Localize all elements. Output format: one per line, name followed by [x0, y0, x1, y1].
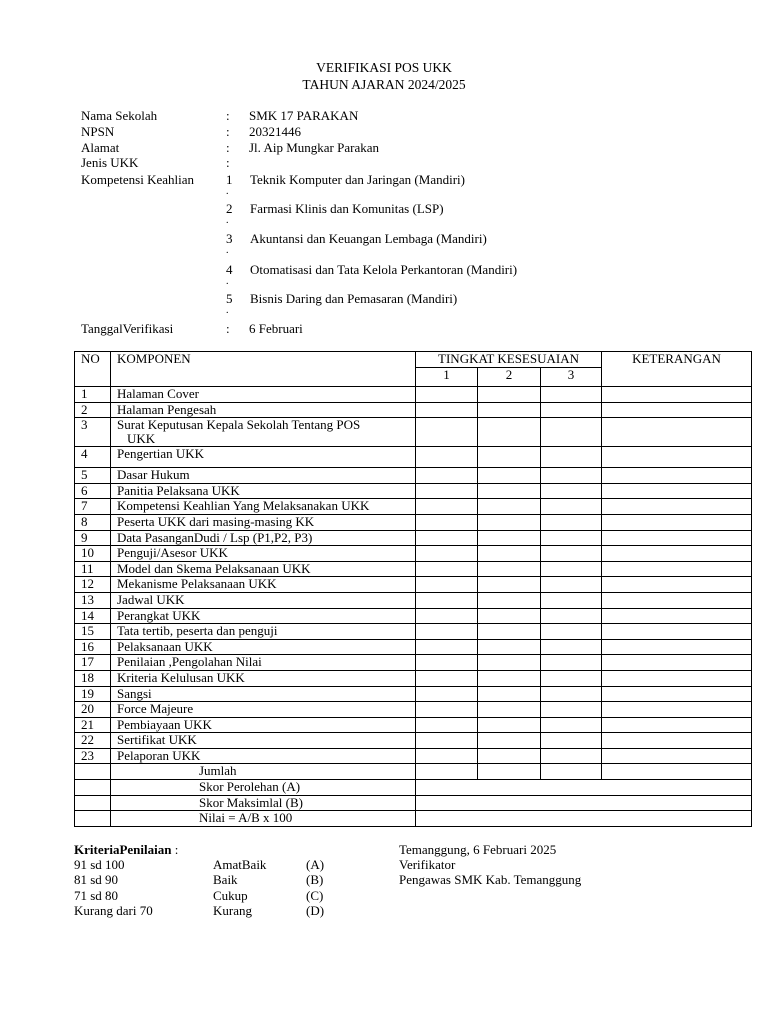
row-komponen: Sangsi	[111, 686, 416, 702]
row-komponen: Sertifikat UKK	[111, 733, 416, 749]
kriteria-grade: (C)	[306, 888, 324, 903]
keterangan-cell	[602, 608, 752, 624]
kompetensi-dot: .	[226, 186, 229, 197]
level-2-cell	[478, 592, 541, 608]
level-1-cell	[416, 686, 478, 702]
level-3-cell	[541, 686, 602, 702]
value-npsn: 20321446	[249, 124, 301, 139]
level-1-cell	[416, 499, 478, 515]
row-number: 18	[75, 670, 111, 686]
keterangan-cell	[602, 546, 752, 562]
label-alamat: Alamat	[81, 140, 120, 155]
table-row	[75, 514, 752, 530]
level-3-cell	[541, 561, 602, 577]
kompetensi-name: Teknik Komputer dan Jaringan (Mandiri)	[250, 172, 465, 187]
keterangan-cell	[602, 624, 752, 640]
level-1-cell	[416, 733, 478, 749]
table-row	[75, 624, 752, 640]
summary-row	[75, 764, 752, 780]
level-2-cell	[478, 655, 541, 671]
kompetensi-item	[226, 291, 626, 321]
verification-table	[74, 351, 752, 827]
row-komponen: Pengertian UKK	[111, 447, 416, 468]
level-2-cell	[478, 402, 541, 418]
level-1-cell	[416, 639, 478, 655]
row-number: 4	[75, 447, 111, 468]
info-alamat	[81, 140, 581, 156]
summary-row	[75, 780, 752, 796]
keterangan-cell	[602, 418, 752, 447]
keterangan-cell	[602, 561, 752, 577]
kompetensi-number: 4	[226, 262, 233, 277]
label-kompetensi: Kompetensi Keahlian	[81, 172, 194, 187]
row-komponen: Data PasanganDudi / Lsp (P1,P2, P3)	[111, 530, 416, 546]
row-komponen: Pembiayaan UKK	[111, 717, 416, 733]
table-row	[75, 561, 752, 577]
table-row	[75, 402, 752, 418]
row-komponen: Halaman Cover	[111, 387, 416, 403]
colon: :	[226, 108, 230, 123]
keterangan-cell	[602, 733, 752, 749]
level-3-cell	[541, 608, 602, 624]
keterangan-cell	[602, 717, 752, 733]
keterangan-cell	[602, 468, 752, 484]
level-1-cell	[416, 387, 478, 403]
row-number: 19	[75, 686, 111, 702]
kompetensi-number: 3	[226, 231, 233, 246]
header-keterangan: KETERANGAN	[602, 352, 752, 387]
table-row	[75, 499, 752, 515]
table-row	[75, 748, 752, 764]
level-2-cell	[478, 624, 541, 640]
level-1-cell	[416, 514, 478, 530]
row-number: 7	[75, 499, 111, 515]
keterangan-cell	[602, 514, 752, 530]
level-1-cell	[416, 561, 478, 577]
kriteria-label: Kurang	[213, 903, 252, 918]
row-komponen: Kriteria Kelulusan UKK	[111, 670, 416, 686]
kriteria-title	[74, 842, 178, 858]
row-komponen: Penguji/Asesor UKK	[111, 546, 416, 562]
level-3-cell	[541, 717, 602, 733]
label-tanggal: TanggalVerifikasi	[81, 321, 174, 336]
table-body	[75, 387, 752, 764]
row-number: 16	[75, 639, 111, 655]
kriteria-grade: (B)	[306, 872, 324, 887]
level-2-cell	[478, 418, 541, 447]
level-3-cell	[541, 733, 602, 749]
level-2-cell	[478, 499, 541, 515]
kriteria-range: 91 sd 100	[74, 857, 125, 872]
kompetensi-item	[226, 172, 626, 202]
level-3-cell	[541, 624, 602, 640]
table-row	[75, 387, 752, 403]
info-npsn	[81, 124, 581, 140]
level-3-cell	[541, 592, 602, 608]
row-komponen: Halaman Pengesah	[111, 402, 416, 418]
row-komponen: Pelaksanaan UKK	[111, 639, 416, 655]
level-1-cell	[416, 418, 478, 447]
row-komponen: Model dan Skema Pelaksanaan UKK	[111, 561, 416, 577]
level-2-cell	[478, 530, 541, 546]
table-row	[75, 530, 752, 546]
level-3-cell	[541, 402, 602, 418]
level-3-cell	[541, 418, 602, 447]
row-komponen: Mekanisme Pelaksanaan UKK	[111, 577, 416, 593]
kompetensi-number: 5	[226, 291, 233, 306]
colon: :	[226, 155, 230, 170]
level-2-cell	[478, 546, 541, 562]
kompetensi-dot: .	[226, 276, 229, 287]
table-row	[75, 717, 752, 733]
level-2-cell	[478, 670, 541, 686]
level-3-cell	[541, 468, 602, 484]
row-komponen: Jadwal UKK	[111, 592, 416, 608]
row-number: 14	[75, 608, 111, 624]
table-row	[75, 592, 752, 608]
document-title: VERIFIKASI POS UKK	[316, 60, 452, 75]
label-npsn: NPSN	[81, 124, 115, 139]
keterangan-cell	[602, 402, 752, 418]
kompetensi-item	[226, 231, 626, 261]
level-1-cell	[416, 546, 478, 562]
level-3-cell	[541, 483, 602, 499]
kriteria-title-text: KriteriaPenilaian	[74, 842, 172, 857]
table-row	[75, 577, 752, 593]
table-row	[75, 546, 752, 562]
kompetensi-number: 1	[226, 172, 233, 187]
table-row	[75, 639, 752, 655]
colon: :	[226, 140, 230, 155]
row-komponen-line2: UKK	[127, 431, 156, 447]
kompetensi-item	[226, 262, 626, 292]
row-komponen: Tata tertib, peserta dan penguji	[111, 624, 416, 640]
level-2-cell	[478, 561, 541, 577]
kompetensi-number: 2	[226, 201, 233, 216]
kriteria-label: AmatBaik	[213, 857, 267, 872]
level-1-cell	[416, 624, 478, 640]
row-komponen: Force Majeure	[111, 702, 416, 718]
info-nama-sekolah	[81, 108, 581, 124]
summary-skor-perolehan: Skor Perolehan (A)	[111, 780, 416, 796]
level-1-cell	[416, 402, 478, 418]
level-2-cell	[478, 577, 541, 593]
table-row	[75, 655, 752, 671]
signature-role: Verifikator	[399, 857, 456, 872]
level-3-cell	[541, 702, 602, 718]
kompetensi-dot: .	[226, 305, 229, 316]
keterangan-cell	[602, 655, 752, 671]
kriteria-range: Kurang dari 70	[74, 903, 153, 918]
value-alamat: Jl. Aip Mungkar Parakan	[249, 140, 379, 155]
level-2-cell	[478, 447, 541, 468]
level-3-cell	[541, 530, 602, 546]
kompetensi-name: Akuntansi dan Keuangan Lembaga (Mandiri)	[250, 231, 487, 246]
keterangan-cell	[602, 748, 752, 764]
info-jenis-ukk	[81, 155, 581, 171]
header-komponen: KOMPONEN	[111, 352, 416, 387]
kompetensi-name: Farmasi Klinis dan Komunitas (LSP)	[250, 201, 444, 216]
row-komponen	[111, 418, 416, 447]
row-number: 10	[75, 546, 111, 562]
document-subtitle: TAHUN AJARAN 2024/2025	[302, 77, 466, 92]
row-number: 15	[75, 624, 111, 640]
kriteria-label: Cukup	[213, 888, 248, 903]
keterangan-cell	[602, 639, 752, 655]
row-komponen: Panitia Pelaksana UKK	[111, 483, 416, 499]
level-1-cell	[416, 577, 478, 593]
kriteria-grade: (A)	[306, 857, 325, 872]
header-level-1: 1	[416, 368, 478, 387]
level-3-cell	[541, 748, 602, 764]
level-3-cell	[541, 447, 602, 468]
label-jenis-ukk: Jenis UKK	[81, 155, 139, 170]
table-header-row	[75, 352, 752, 368]
kompetensi-dot: .	[226, 245, 229, 256]
info-tanggal	[81, 321, 581, 337]
table-row	[75, 733, 752, 749]
level-2-cell	[478, 702, 541, 718]
kompetensi-name: Bisnis Daring dan Pemasaran (Mandiri)	[250, 291, 458, 306]
row-number: 17	[75, 655, 111, 671]
header-tingkat: TINGKAT KESESUAIAN	[416, 352, 602, 368]
row-komponen: Dasar Hukum	[111, 468, 416, 484]
row-number: 20	[75, 702, 111, 718]
kompetensi-item	[226, 201, 626, 231]
level-2-cell	[478, 686, 541, 702]
level-1-cell	[416, 670, 478, 686]
level-1-cell	[416, 483, 478, 499]
colon: :	[226, 321, 230, 336]
label-nama-sekolah: Nama Sekolah	[81, 108, 158, 123]
level-1-cell	[416, 702, 478, 718]
row-number: 23	[75, 748, 111, 764]
keterangan-cell	[602, 447, 752, 468]
summary-nilai: Nilai = A/B x 100	[111, 811, 416, 827]
signature-org: Pengawas SMK Kab. Temanggung	[399, 872, 582, 887]
level-3-cell	[541, 387, 602, 403]
level-2-cell	[478, 387, 541, 403]
level-3-cell	[541, 499, 602, 515]
level-1-cell	[416, 655, 478, 671]
header-no: NO	[75, 352, 111, 387]
keterangan-cell	[602, 592, 752, 608]
keterangan-cell	[602, 670, 752, 686]
level-1-cell	[416, 447, 478, 468]
keterangan-cell	[602, 483, 752, 499]
row-number: 13	[75, 592, 111, 608]
row-number: 8	[75, 514, 111, 530]
row-komponen: Peserta UKK dari masing-masing KK	[111, 514, 416, 530]
level-3-cell	[541, 577, 602, 593]
level-2-cell	[478, 608, 541, 624]
row-number: 21	[75, 717, 111, 733]
row-number: 11	[75, 561, 111, 577]
kriteria-title-suffix: :	[171, 842, 179, 857]
level-3-cell	[541, 670, 602, 686]
level-1-cell	[416, 530, 478, 546]
kriteria-row	[74, 888, 374, 904]
kriteria-range: 81 sd 90	[74, 872, 119, 887]
table-row	[75, 468, 752, 484]
row-komponen: Kompetensi Keahlian Yang Melaksanakan UKK	[111, 499, 416, 515]
table-row	[75, 608, 752, 624]
row-number: 12	[75, 577, 111, 593]
level-2-cell	[478, 483, 541, 499]
level-3-cell	[541, 655, 602, 671]
kriteria-row	[74, 903, 374, 919]
row-number: 5	[75, 468, 111, 484]
row-komponen: Pelaporan UKK	[111, 748, 416, 764]
level-2-cell	[478, 717, 541, 733]
kriteria-row	[74, 857, 374, 873]
row-number: 9	[75, 530, 111, 546]
value-nama-sekolah: SMK 17 PARAKAN	[249, 108, 359, 123]
row-komponen: Perangkat UKK	[111, 608, 416, 624]
info-kompetensi	[81, 172, 221, 188]
keterangan-cell	[602, 530, 752, 546]
kompetensi-name: Otomatisasi dan Tata Kelola Perkantoran (Mandiri)	[250, 262, 518, 277]
table-row	[75, 670, 752, 686]
level-1-cell	[416, 468, 478, 484]
level-2-cell	[478, 468, 541, 484]
header-level-2: 2	[478, 368, 541, 387]
table-row	[75, 702, 752, 718]
table-row	[75, 418, 752, 447]
level-2-cell	[478, 514, 541, 530]
summary-skor-maksimal: Skor Maksimlal (B)	[111, 795, 416, 811]
row-number: 22	[75, 733, 111, 749]
table-row	[75, 483, 752, 499]
keterangan-cell	[602, 702, 752, 718]
row-number: 1	[75, 387, 111, 403]
level-1-cell	[416, 592, 478, 608]
kompetensi-dot: .	[226, 215, 229, 226]
row-komponen-line1: Surat Keputusan Kepala Sekolah Tentang POS	[117, 417, 361, 433]
keterangan-cell	[602, 577, 752, 593]
value-tanggal: 6 Februari	[249, 321, 303, 336]
row-komponen: Penilaian ,Pengolahan Nilai	[111, 655, 416, 671]
row-number: 2	[75, 402, 111, 418]
summary-jumlah: Jumlah	[111, 764, 416, 780]
kriteria-grade: (D)	[306, 903, 325, 918]
level-1-cell	[416, 717, 478, 733]
keterangan-cell	[602, 387, 752, 403]
level-3-cell	[541, 514, 602, 530]
level-3-cell	[541, 546, 602, 562]
level-1-cell	[416, 608, 478, 624]
kriteria-row	[74, 872, 374, 888]
kriteria-range: 71 sd 80	[74, 888, 119, 903]
keterangan-cell	[602, 499, 752, 515]
table-row	[75, 447, 752, 468]
level-2-cell	[478, 639, 541, 655]
keterangan-cell	[602, 686, 752, 702]
table-row	[75, 686, 752, 702]
level-3-cell	[541, 639, 602, 655]
summary-row	[75, 795, 752, 811]
level-2-cell	[478, 733, 541, 749]
colon: :	[226, 124, 230, 139]
level-1-cell	[416, 748, 478, 764]
row-number: 6	[75, 483, 111, 499]
kriteria-label: Baik	[213, 872, 238, 887]
header-level-3: 3	[541, 368, 602, 387]
row-number: 3	[75, 418, 111, 447]
signature-place-date: Temanggung, 6 Februari 2025	[399, 842, 557, 857]
summary-row	[75, 811, 752, 827]
level-2-cell	[478, 748, 541, 764]
